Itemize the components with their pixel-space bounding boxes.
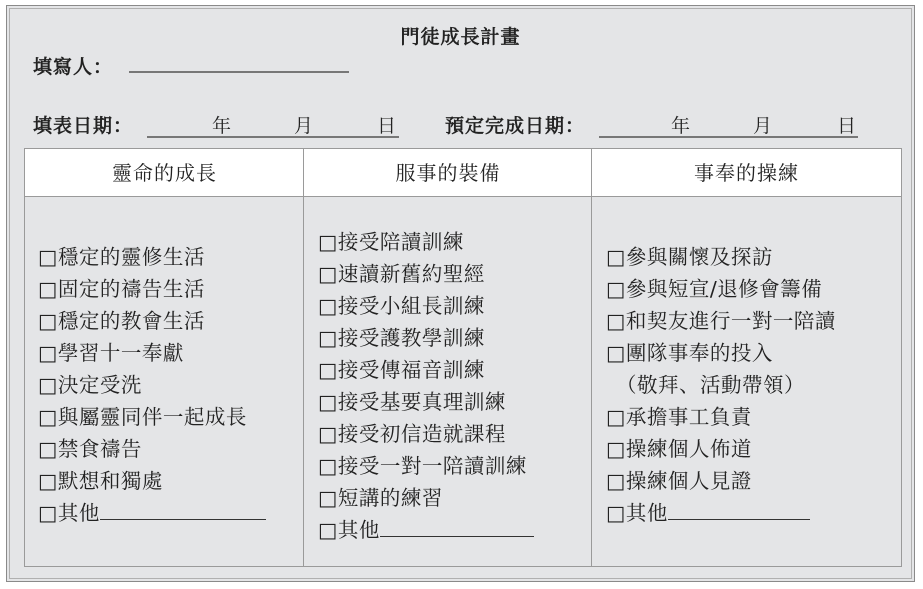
checklist-item[interactable]: □接受傳福音訓練	[318, 358, 485, 382]
checklist-item-other[interactable]	[318, 513, 534, 543]
checklist-item[interactable]: □決定受洗	[38, 373, 142, 397]
checklist-item[interactable]: □接受一對一陪讀訓練	[318, 454, 527, 478]
target-date-label: 預定完成日期：	[445, 115, 586, 137]
checklist-item[interactable]: □學習十一奉獻	[38, 341, 184, 365]
checklist-item[interactable]: □與屬靈同伴一起成長	[38, 405, 247, 429]
checklist-item[interactable]: □參與關懷及探訪	[606, 245, 773, 269]
checklist-item-label: □其他	[318, 518, 380, 542]
checklist-item[interactable]: □參與短宣/退修會籌備	[606, 277, 823, 301]
checklist-item[interactable]: □速讀新舊約聖經	[318, 262, 485, 286]
checklist-item[interactable]: □接受陪讀訓練	[318, 230, 464, 254]
plan-table	[24, 148, 902, 567]
checklist-item[interactable]: □固定的禱告生活	[38, 277, 205, 301]
checklist-item[interactable]: □操練個人見證	[606, 469, 752, 493]
column-header-spiritual-growth: 靈命的成長	[25, 149, 304, 197]
other-blank-field[interactable]	[668, 501, 810, 520]
checklist-item-other[interactable]	[38, 496, 266, 526]
target-date-month-label: 月	[753, 115, 773, 137]
checklist-item[interactable]: □默想和獨處	[38, 469, 163, 493]
checklist-item[interactable]: □短講的練習	[318, 486, 443, 510]
fill-date-label: 填表日期：	[33, 115, 134, 137]
checklist-item[interactable]: □穩定的靈修生活	[38, 245, 205, 269]
fill-date-year-label: 年	[212, 115, 232, 137]
checklist-item-other[interactable]	[606, 496, 810, 526]
fill-date-month-label: 月	[294, 115, 314, 137]
column-divider	[591, 149, 592, 566]
form-title: 門徒成長計畫	[400, 26, 521, 48]
checklist-item[interactable]: □承擔事工負責	[606, 405, 752, 429]
target-date-year-label: 年	[671, 115, 691, 137]
checklist-item[interactable]: □團隊事奉的投入	[606, 341, 773, 365]
checklist-item[interactable]: □穩定的教會生活	[38, 309, 205, 333]
checklist-item[interactable]: □接受小組長訓練	[318, 294, 485, 318]
column-header-ministry-equipping: 服事的裝備	[304, 149, 592, 197]
checklist-item[interactable]: □接受初信造就課程	[318, 422, 506, 446]
checklist-item[interactable]: □操練個人佈道	[606, 437, 752, 461]
fill-date-field[interactable]	[147, 136, 399, 138]
discipleship-plan-form	[6, 5, 915, 582]
checklist-item[interactable]: □禁食禱告	[38, 437, 142, 461]
target-date-day-label: 日	[837, 115, 857, 137]
checklist-item-note: （敬拜、活動帶領）	[616, 373, 805, 397]
filler-name-field[interactable]	[129, 71, 349, 73]
checklist-item[interactable]: □接受基要真理訓練	[318, 390, 506, 414]
column-divider	[303, 149, 304, 566]
other-blank-field[interactable]	[380, 518, 534, 537]
checklist-item[interactable]: □接受護教學訓練	[318, 326, 485, 350]
filler-label: 填寫人：	[33, 56, 114, 78]
checklist-item-label: □其他	[38, 501, 100, 525]
checklist-item-label: □其他	[606, 501, 668, 525]
column-header-service-practice: 事奉的操練	[592, 149, 901, 197]
other-blank-field[interactable]	[100, 501, 266, 520]
checklist-item[interactable]: □和契友進行一對一陪讀	[606, 309, 836, 333]
target-date-field[interactable]	[599, 136, 858, 138]
fill-date-day-label: 日	[377, 115, 397, 137]
